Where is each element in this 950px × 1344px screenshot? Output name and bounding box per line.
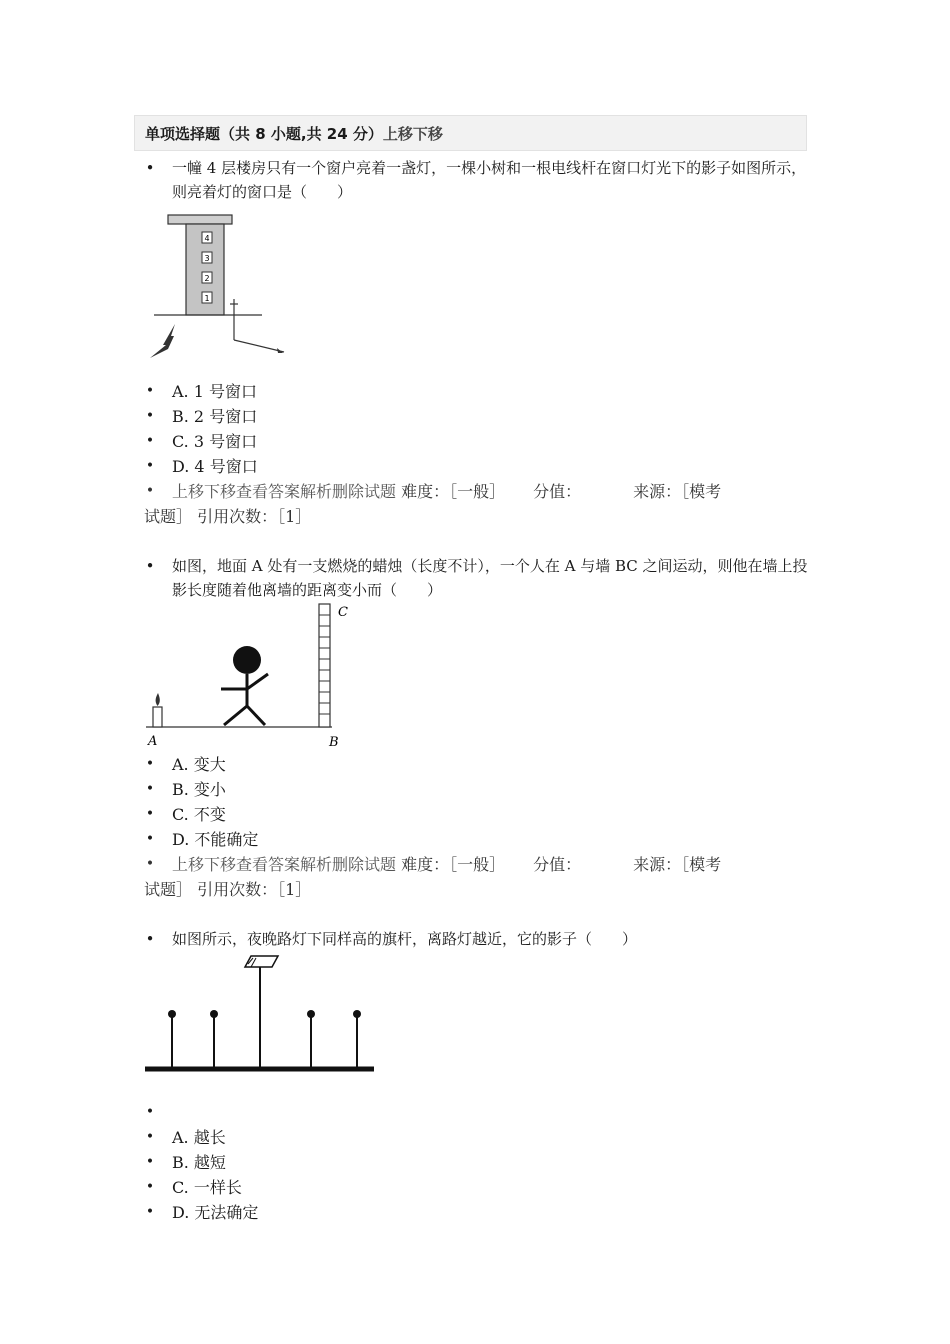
window-label-4: 4: [204, 234, 210, 243]
question-1-options: [144, 379, 808, 529]
source-label: 来源：［模考: [633, 855, 722, 874]
section-header: [134, 115, 807, 151]
option-b[interactable]: • B. 2 号窗口: [145, 407, 258, 426]
score-label: 分值：: [533, 855, 582, 874]
question-2-stem: • 如图，地面 A 处有一支燃烧的蜡烛（长度不计），一个人在 A 与墙 BC 之间运动，则他在墙上投影长度随着他离墙的距离变小而（ ）: [145, 557, 808, 599]
question-1-figure: [144, 212, 294, 362]
question-2-options: [144, 752, 808, 902]
source-cont: 试题］: [144, 507, 193, 526]
option-c[interactable]: • C. 3 号窗口: [145, 432, 258, 451]
option-d[interactable]: • D. 不能确定: [145, 830, 259, 849]
question-2-meta: • 上移下移查看答案解析删除试题 难度：［一般］ 分值： 来源：［模考 试题］ 引用次数：［1］: [144, 855, 722, 899]
option-c[interactable]: • C. 不变: [145, 805, 226, 824]
label-a: A: [148, 734, 158, 749]
question-3-figure: [144, 950, 379, 1075]
question-1: [144, 156, 808, 204]
bullet: •: [145, 159, 155, 177]
cite-count: 引用次数：［1］: [197, 507, 312, 526]
question-3-options: [144, 1100, 808, 1225]
question-2-text: 如图，地面 A 处有一支燃烧的蜡烛（长度不计），一个人在 A 与墙 BC 之间运动，则他在墙上投影长度随着他离墙的距离变小而（ ）: [172, 557, 808, 599]
section-title: 单项选择题（共 8 小题,共 24 分）: [145, 125, 383, 143]
option-b[interactable]: • B. 变小: [145, 780, 226, 799]
empty-bullet: •: [145, 1104, 155, 1120]
window-label-3: 3: [204, 254, 210, 263]
window-label-2: 2: [204, 274, 210, 283]
option-d[interactable]: • D. 4 号窗口: [145, 457, 258, 476]
question-2-figure: [144, 600, 364, 752]
question-3: [144, 927, 808, 951]
question-actions[interactable]: 上移下移查看答案解析删除试题: [172, 855, 397, 874]
option-c[interactable]: • C. 一样长: [145, 1178, 242, 1197]
score-label: 分值：: [533, 482, 582, 501]
difficulty-label: 难度：［一般］: [401, 855, 506, 874]
cite-count: 引用次数：［1］: [197, 880, 312, 899]
question-3-stem: • 如图所示，夜晚路灯下同样高的旗杆，离路灯越近，它的影子（ ）: [145, 930, 638, 948]
option-b[interactable]: • B. 越短: [145, 1153, 226, 1172]
difficulty-label: 难度：［一般］: [401, 482, 506, 501]
question-3-text: 如图所示，夜晚路灯下同样高的旗杆，离路灯越近，它的影子（ ）: [172, 930, 638, 948]
option-a[interactable]: • A. 变大: [145, 755, 226, 774]
label-b: B: [329, 735, 339, 750]
section-move-links[interactable]: 上移下移: [382, 125, 443, 143]
option-d[interactable]: • D. 无法确定: [145, 1203, 259, 1222]
window-label-1: 1: [204, 294, 210, 303]
question-1-stem: [144, 156, 808, 204]
option-a[interactable]: • A. 1 号窗口: [145, 382, 257, 401]
question-1-meta: • 上移下移查看答案解析删除试题 难度：［一般］ 分值： 来源：［模考 试题］ 引用次数：［1］: [144, 482, 722, 526]
question-1-text: 一幢 4 层楼房只有一个窗户亮着一盏灯，一棵小树和一根电线杆在窗口灯光下的影子如图所示，则亮着灯的窗口是（ ）: [172, 159, 807, 201]
option-a[interactable]: • A. 越长: [145, 1128, 226, 1147]
source-cont: 试题］: [144, 880, 193, 899]
label-c: C: [338, 605, 348, 620]
source-label: 来源：［模考: [633, 482, 722, 501]
question-actions[interactable]: 上移下移查看答案解析删除试题: [172, 482, 397, 501]
question-2: [144, 554, 808, 602]
